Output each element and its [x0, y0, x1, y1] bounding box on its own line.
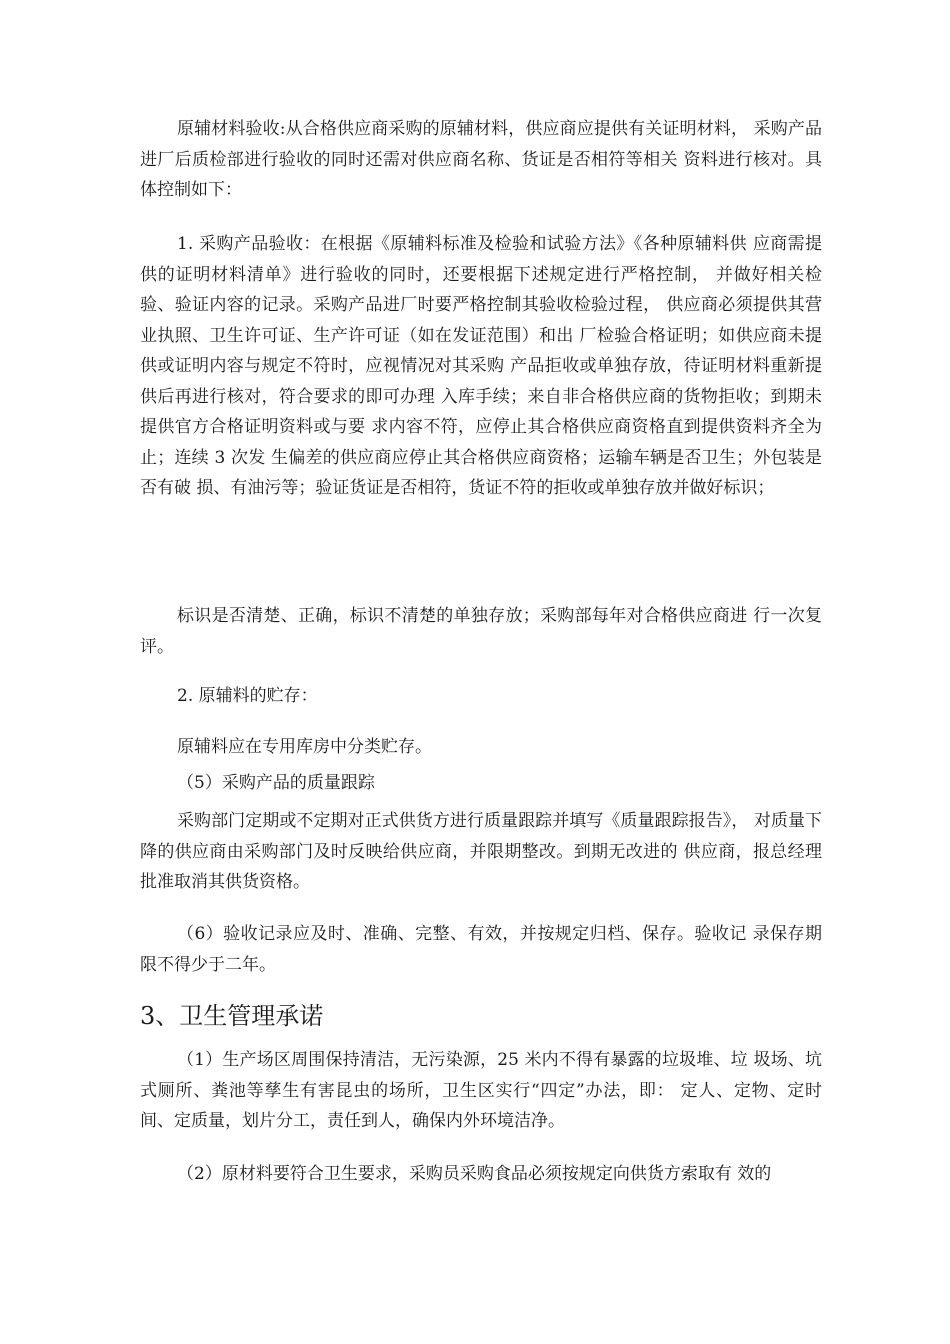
paragraph-purchase-acceptance: 1. 采购产品验收：在根据《原辅料标准及检验和试验方法》《各种原辅料供 应商需提供的证明材料清单》进行验收的同时，还要根据下述规定进行严格控制， 并做好相关检验、验证内容的记录。采购产品进厂时要严格控制其验收检验过程， 供应商必须提供其营业执照、卫生许可证、生产许可证（如在发证范围）和出 厂检验合格证明；如供应商未提供或证明内容与规定不符时，应视情况对其采购 产品拒收或单独存放，待证明材料重新提供后再进行核对，符合要求的即可办理 入库手续；来自非合格供应商的货物拒收；到期未提供官方合格证明资料或与要 求内容不符，应停止其合格供应商资格直到提供资料齐全为止；连续 3 次发 生偏差的供应商应停止其合格供应商资格；运输车辆是否卫生；外包装是否有破 损、有油污等；验证货证是否相符，货证不符的拒收或单独存放并做好标识；: [140, 234, 822, 498]
section-heading-hygiene: 3、卫生管理承诺: [140, 1002, 324, 1030]
paragraph-acceptance-records: （6）验收记录应及时、准确、完整、有效，并按规定归档、保存。验收记 录保存期限不得少于二年。: [140, 924, 822, 975]
paragraph-hygiene-site: （1）生产场区周围保持清洁，无污染源，25 米内不得有暴露的垃圾堆、垃 圾场、坑式厕所、粪池等孳生有害昆虫的场所，卫生区实行“四定”办法，即： 定人、定物、定时间、定质量，划片分工，责任到人，确保内外环境洁净。: [140, 1050, 822, 1131]
paragraph-quality-tracking-title: （5）采购产品的质量跟踪: [177, 773, 375, 793]
paragraph-label-check: 标识是否清楚、正确，标识不清楚的单独存放；采购部每年对合格供应商进 行一次复评。: [140, 606, 822, 657]
paragraph-quality-tracking: 采购部门定期或不定期对正式供货方进行质量跟踪并填写《质量跟踪报告》， 对质量下降的供应商由采购部门及时反映给供应商，并限期整改。到期无改进的 供应商，报总经理批准取消其供货资格。: [140, 811, 822, 892]
paragraph-hygiene-materials: （2）原材料要符合卫生要求，采购员采购食品必须按规定向供货方索取有 效的: [177, 1164, 772, 1184]
paragraph-raw-material-acceptance: 原辅材料验收:从合格供应商采购的原辅材料，供应商应提供有关证明材料， 采购产品进厂后质检部进行验收的同时还需对供应商名称、货证是否相符等相关 资料进行核对。具体控制如下：: [140, 119, 822, 200]
paragraph-storage-title: 2. 原辅料的贮存：: [177, 686, 318, 706]
paragraph-storage-rule: 原辅料应在专用库房中分类贮存。: [177, 737, 432, 757]
